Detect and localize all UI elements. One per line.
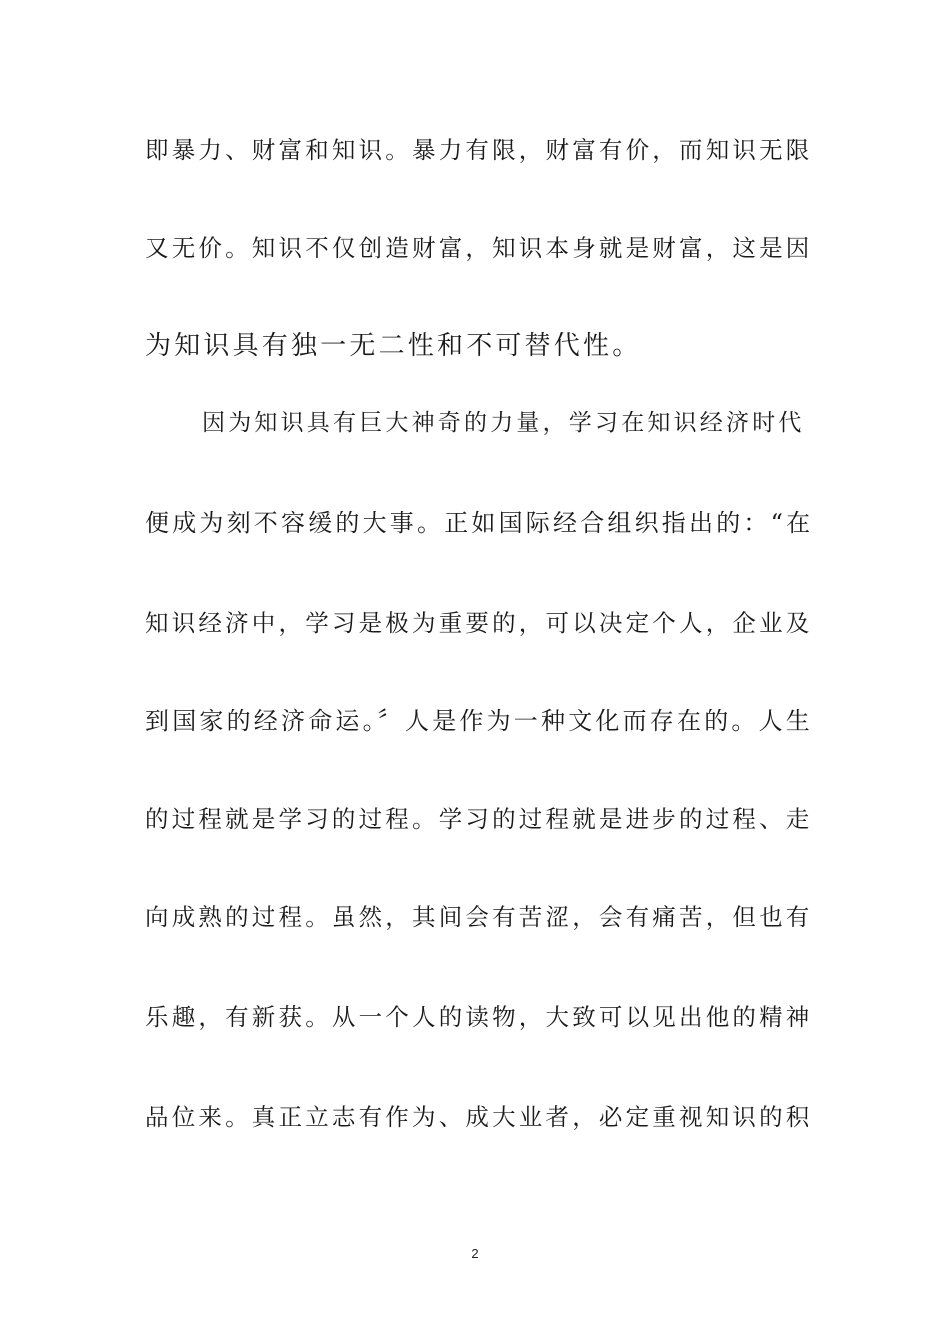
text-line: 为知识具有独一无二性和不可替代性。 — [145, 331, 642, 361]
text-line: 即暴力、财富和知识。暴力有限，财富有价，而知识无限 — [145, 136, 813, 164]
text-line: 便成为刻不容缓的大事。正如国际经合组织指出的：“在 — [145, 509, 814, 537]
text-line: 又无价。知识不仅创造财富，知识本身就是财富，这是因 — [145, 234, 813, 262]
text-line: 到国家的经济命运。〞人是作为一种文化而存在的。人生 — [145, 707, 813, 735]
text-line: 向成熟的过程。虽然，其间会有苦涩，会有痛苦，但也有 — [145, 903, 813, 931]
text-line: 品位来。真正立志有作为、成大业者，必定重视知识的积 — [145, 1103, 813, 1131]
paragraph-first-line: 因为知识具有巨大神奇的力量，学习在知识经济时代 — [202, 410, 805, 436]
text-line: 的过程就是学习的过程。学习的过程就是进步的过程、走 — [145, 805, 813, 833]
page-number: 2 — [471, 1246, 479, 1261]
text-line: 知识经济中，学习是极为重要的，可以决定个人，企业及 — [145, 609, 813, 637]
text-line: 乐趣，有新获。从一个人的读物，大致可以见出他的精神 — [145, 1003, 813, 1031]
